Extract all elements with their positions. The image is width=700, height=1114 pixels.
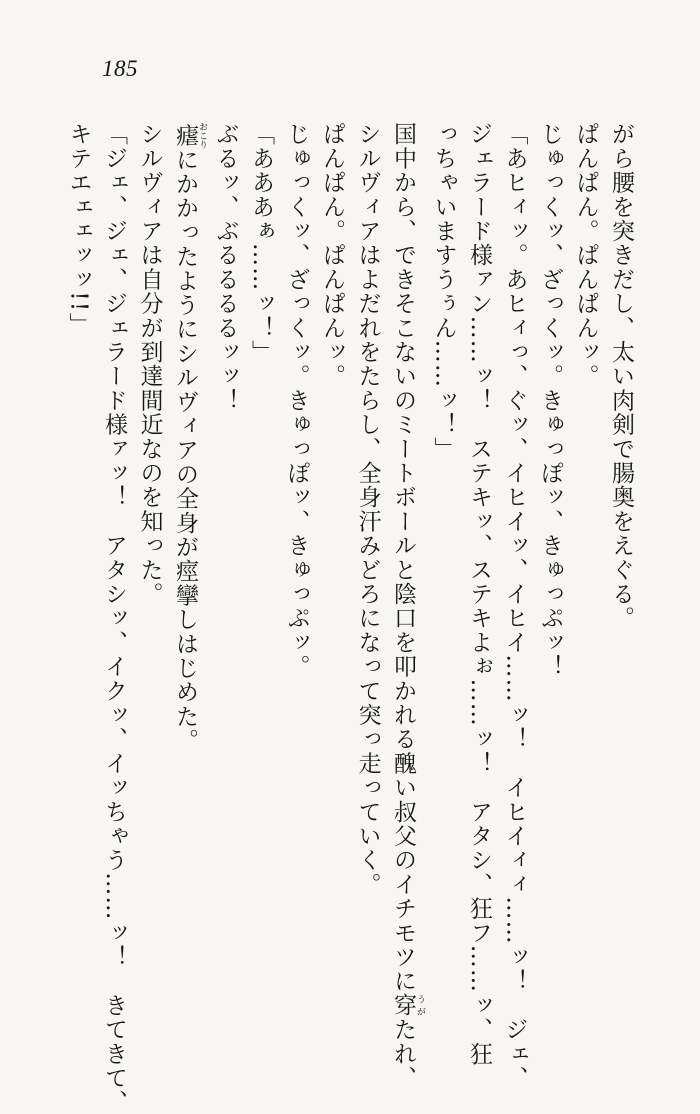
text-line: がら腰を突きだし、太い肉剣で腸奥をえぐる。 [608, 122, 634, 631]
text-line: 「ジェ、ジェ、ジェラード様ァッ！ アタシッ、イクッ、イッちゃう……ッ！ きてきて、 [101, 122, 127, 1114]
text-line: じゅっくッ、ざっくッ。きゅっぽッ、きゅっぷッ。 [283, 122, 310, 679]
text-line [167, 122, 208, 1002]
text-line: ぱんぱん。ぱんぱんッ。 [572, 122, 599, 389]
page-number: 185 [102, 56, 138, 81]
text-segment: 国中から、できそこないのミートボールと陰口を叩かれる醜い叔父のイチモツに [390, 122, 416, 994]
text-line: 「あああぁ……ッ！」 [248, 122, 274, 364]
ruby-word [390, 993, 425, 1018]
text-line: シルヴィアは自分が到達間近なのを知った。 [136, 122, 163, 606]
text-line: じゅっくッ、ざっくッ。きゅっぽッ、きゅっぷッ！ [537, 122, 563, 679]
ruby-base: 瘧 [172, 122, 198, 149]
text-line [385, 122, 426, 1091]
text-line: っちゃいますうぅん……ッ！」 [430, 122, 457, 461]
ruby-base: 穿 [390, 993, 416, 1018]
text-line: キテエェェッッ!!」 [65, 122, 92, 337]
ruby-reading: うが [415, 993, 425, 1018]
ruby-word [172, 122, 207, 149]
text-segment: たれ、 [390, 1017, 416, 1091]
text-line: シルヴィアはよだれをたらし、全身汗みどろになって突っ走っていく。 [354, 122, 381, 897]
text-line: ぱんぱん。ぱんぱんッ。 [319, 122, 345, 389]
text-segment: にかかったようにシルヴィアの全身が痙攣しはじめた。 [172, 147, 198, 753]
text-line: 「あヒィッ。あヒィっ、ぐッ、イヒイッ、イヒイ……ッ！ イヒイィィ……ッ！ ジェ、 [501, 122, 528, 1090]
text-line: ぶるッ、ぶるるるるッッ！ [212, 122, 239, 413]
ruby-reading: おこり [197, 122, 207, 149]
text-line: ジェラード様ァン……ッ！ ステキッ、ステキよぉ……ッ！ アタシ、狂フ……ッ、狂 [466, 122, 492, 1066]
vertical-text-block [60, 122, 638, 1114]
